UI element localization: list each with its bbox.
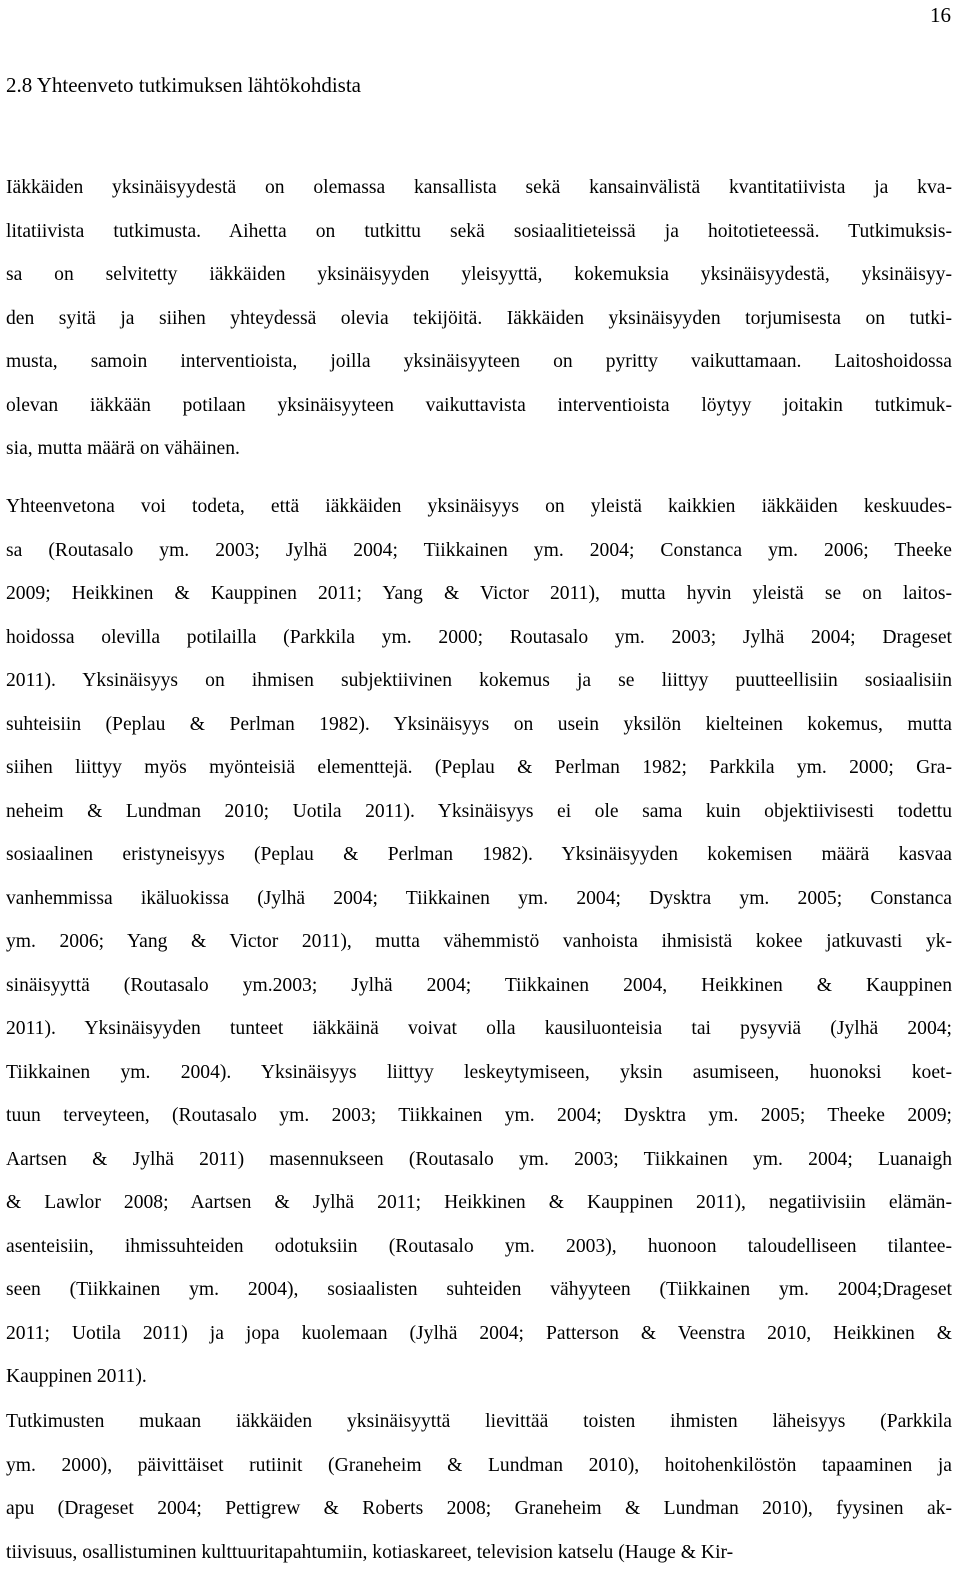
paragraph-2-line-9: sosiaalinen eristyneisyys (Peplau & Perlman 1982). Yksinäisyyden kokemisen määrä kasvaa (6, 844, 952, 865)
paragraph-2-line-5: 2011). Yksinäisyys on ihmisen subjektiivinen kokemus ja se liittyy puutteellisiin sosiaalisiin (6, 670, 952, 691)
paragraph-1-line-3: sa on selvitetty iäkkäiden yksinäisyyden yleisyyttä, kokemuksia yksinäisyydestä, yksinäisyy- (6, 264, 952, 285)
paragraph-2-line-6: suhteisiin (Peplau & Perlman 1982). Yksinäisyys on usein yksilön kielteinen kokemus, mutta (6, 714, 952, 735)
paragraph-2-line-19: seen (Tiikkainen ym. 2004), sosiaalisten suhteiden vähyyteen (Tiikkainen ym. 2004;Drageset (6, 1279, 952, 1300)
paragraph-1-line-7: sia, mutta määrä on vähäinen. (6, 438, 240, 459)
paragraph-2-line-12: sinäisyyttä (Routasalo ym.2003; Jylhä 2004; Tiikkainen 2004, Heikkinen & Kauppinen (6, 975, 952, 996)
paragraph-2-line-16: Aartsen & Jylhä 2011) masennukseen (Routasalo ym. 2003; Tiikkainen ym. 2004; Luanaigh (6, 1149, 952, 1170)
paragraph-2-line-4: hoidossa olevilla potilailla (Parkkila ym. 2000; Routasalo ym. 2003; Jylhä 2004; Drageset (6, 627, 952, 648)
paragraph-2-line-14: Tiikkainen ym. 2004). Yksinäisyys liittyy leskeytymiseen, yksin asumiseen, huonoksi koet- (6, 1062, 952, 1083)
paragraph-2-line-10: vanhemmissa ikäluokissa (Jylhä 2004; Tiikkainen ym. 2004; Dysktra ym. 2005; Constanca (6, 888, 952, 909)
paragraph-1-line-2: litatiivista tutkimusta. Aihetta on tutkittu sekä sosiaalitieteissä ja hoitotieteessä. Tutkimuksis- (6, 221, 952, 242)
paragraph-3-line-2: ym. 2000), päivittäiset rutiinit (Graneheim & Lundman 2010), hoitohenkilöstön tapaaminen ja (6, 1455, 952, 1476)
paragraph-2-line-8: neheim & Lundman 2010; Uotila 2011). Yksinäisyys ei ole sama kuin objektiivisesti todettu (6, 801, 952, 822)
paragraph-2-line-13: 2011). Yksinäisyyden tunteet iäkkäinä voivat olla kausiluonteisia tai pysyviä (Jylhä 2004; (6, 1018, 952, 1039)
paragraph-2-line-15: tuun terveyteen, (Routasalo ym. 2003; Tiikkainen ym. 2004; Dysktra ym. 2005; Theeke 2009; (6, 1105, 952, 1126)
paragraph-2-line-21: Kauppinen 2011). (6, 1366, 147, 1387)
paragraph-2-line-18: asenteisiin, ihmissuhteiden odotuksiin (Routasalo ym. 2003), huonoon taloudelliseen tilantee- (6, 1236, 952, 1257)
paragraph-1-line-6: olevan iäkkään potilaan yksinäisyyteen vaikuttavista interventioista löytyy joitakin tutkimuk- (6, 395, 952, 416)
paragraph-2-line-3: 2009; Heikkinen & Kauppinen 2011; Yang & Victor 2011), mutta hyvin yleistä se on laitos- (6, 583, 952, 604)
paragraph-2-line-17: & Lawlor 2008; Aartsen & Jylhä 2011; Heikkinen & Kauppinen 2011), negatiivisiin elämän- (6, 1192, 952, 1213)
paragraph-2-line-20: 2011; Uotila 2011) ja jopa kuolemaan (Jylhä 2004; Patterson & Veenstra 2010, Heikkinen & (6, 1323, 952, 1344)
paragraph-2-line-11: ym. 2006; Yang & Victor 2011), mutta vähemmistö vanhoista ihmisistä kokee jatkuvasti yk- (6, 931, 952, 952)
paragraph-1-line-1: Iäkkäiden yksinäisyydestä on olemassa kansallista sekä kansainvälistä kvantitatiivista ja kva- (6, 177, 952, 198)
paragraph-3-line-1: Tutkimusten mukaan iäkkäiden yksinäisyyttä lievittää toisten ihmisten läheisyys (Parkkila (6, 1411, 952, 1432)
section-heading: 2.8 Yhteenveto tutkimuksen lähtökohdista (6, 73, 362, 97)
paragraph-1-line-5: musta, samoin interventioista, joilla yksinäisyyteen on pyritty vaikuttamaan. Laitoshoidossa (6, 351, 952, 372)
paragraph-3-line-3: apu (Drageset 2004; Pettigrew & Roberts 2008; Graneheim & Lundman 2010), fyysinen ak- (6, 1498, 952, 1519)
paragraph-2-line-2: sa (Routasalo ym. 2003; Jylhä 2004; Tiikkainen ym. 2004; Constanca ym. 2006; Theeke (6, 540, 952, 561)
paragraph-2-line-1: Yhteenvetona voi todeta, että iäkkäiden yksinäisyys on yleistä kaikkien iäkkäiden keskuudes- (6, 496, 952, 517)
paragraph-3-line-4: tiivisuus, osallistuminen kulttuuritapahtumiin, kotiaskareet, television katselu (Hauge & Kir- (6, 1542, 734, 1563)
page-number: 16 (930, 3, 951, 27)
paragraph-1-line-4: den syitä ja siihen yhteydessä olevia tekijöitä. Iäkkäiden yksinäisyyden torjumisesta on tutki- (6, 308, 952, 329)
paragraph-2-line-7: siihen liittyy myös myönteisiä elementtejä. (Peplau & Perlman 1982; Parkkila ym. 2000; Gra- (6, 757, 952, 778)
